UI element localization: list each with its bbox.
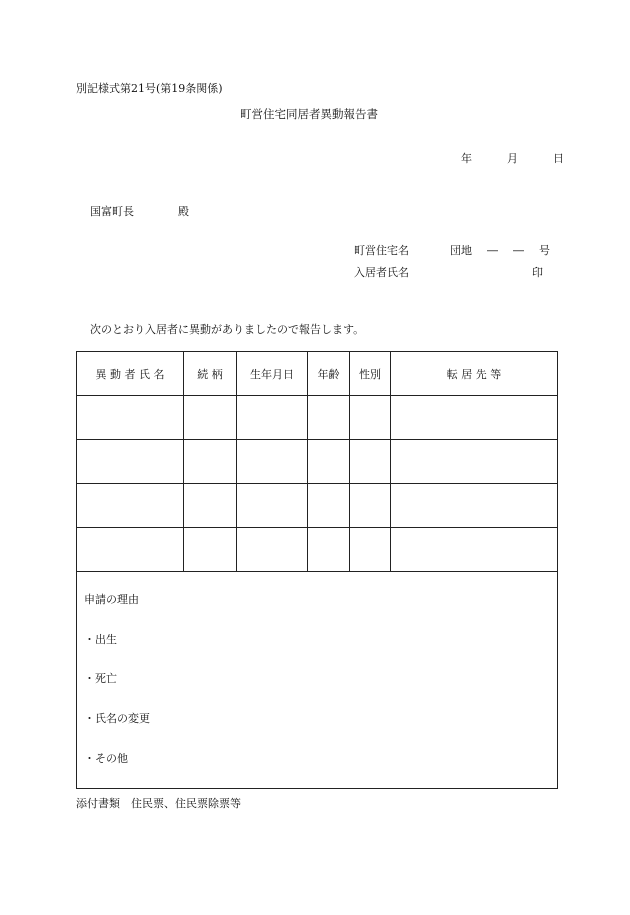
table-row [77,440,558,484]
header-new-address: 転 居 先 等 [391,352,558,396]
date-year-label: 年 [461,152,472,165]
date-line [461,152,564,166]
reason-item-birth: ・出生 [84,633,117,646]
table-cell [184,440,237,484]
attachments-note: 添付書類 住民票、住民票除票等 [76,797,241,810]
seal-mark: 印 [532,266,543,279]
date-month-label: 月 [507,152,518,165]
resident-name-line [354,266,543,280]
header-gender: 性別 [350,352,391,396]
table-cell [77,396,184,440]
reason-item-other: ・その他 [84,752,128,765]
table-cell [184,528,237,572]
table-cell [184,396,237,440]
header-relationship: 続 柄 [184,352,237,396]
housing-dash-2: ― [513,244,524,257]
form-number: 別記様式第21号(第19条関係) [76,82,223,95]
table-cell [77,528,184,572]
resident-name-label: 入居者氏名 [354,266,409,279]
table-cell [77,440,184,484]
table-cell [350,440,391,484]
header-mover-name: 異 動 者 氏 名 [77,352,184,396]
table-header-row [77,352,558,396]
table-cell [308,396,350,440]
table-cell [391,484,558,528]
table-cell [237,484,308,528]
table-cell [350,528,391,572]
reason-section [77,572,558,789]
header-birth-date: 生年月日 [237,352,308,396]
date-day-label: 日 [553,152,564,165]
housing-complex-label: 団地 [450,244,472,257]
table-row [77,484,558,528]
header-age: 年齢 [308,352,350,396]
table-cell [77,484,184,528]
addressee-honorific: 殿 [178,205,189,218]
table-cell [237,440,308,484]
housing-dash-1: ― [487,244,498,257]
table-cell [350,396,391,440]
reason-item-name-change: ・氏名の変更 [84,712,150,725]
document-title: 町営住宅同居者異動報告書 [240,107,378,121]
addressee-name: 国富町長 [90,205,134,218]
reason-item-death: ・死亡 [84,672,117,685]
addressee [90,205,189,219]
housing-name-line [354,244,550,258]
housing-number-label: 号 [539,244,550,257]
table-row [77,396,558,440]
table-cell [237,396,308,440]
table-cell [391,396,558,440]
table-cell [391,440,558,484]
table-cell [237,528,308,572]
table-row [77,528,558,572]
reason-row [77,572,558,789]
table-cell [308,484,350,528]
table-cell [308,528,350,572]
table-cell [308,440,350,484]
intro-text: 次のとおり入居者に異動がありましたので報告します。 [90,323,365,336]
table-cell [350,484,391,528]
housing-name-label: 町営住宅名 [354,244,409,257]
table-cell [184,484,237,528]
reason-title: 申請の理由 [84,593,139,606]
table-cell [391,528,558,572]
